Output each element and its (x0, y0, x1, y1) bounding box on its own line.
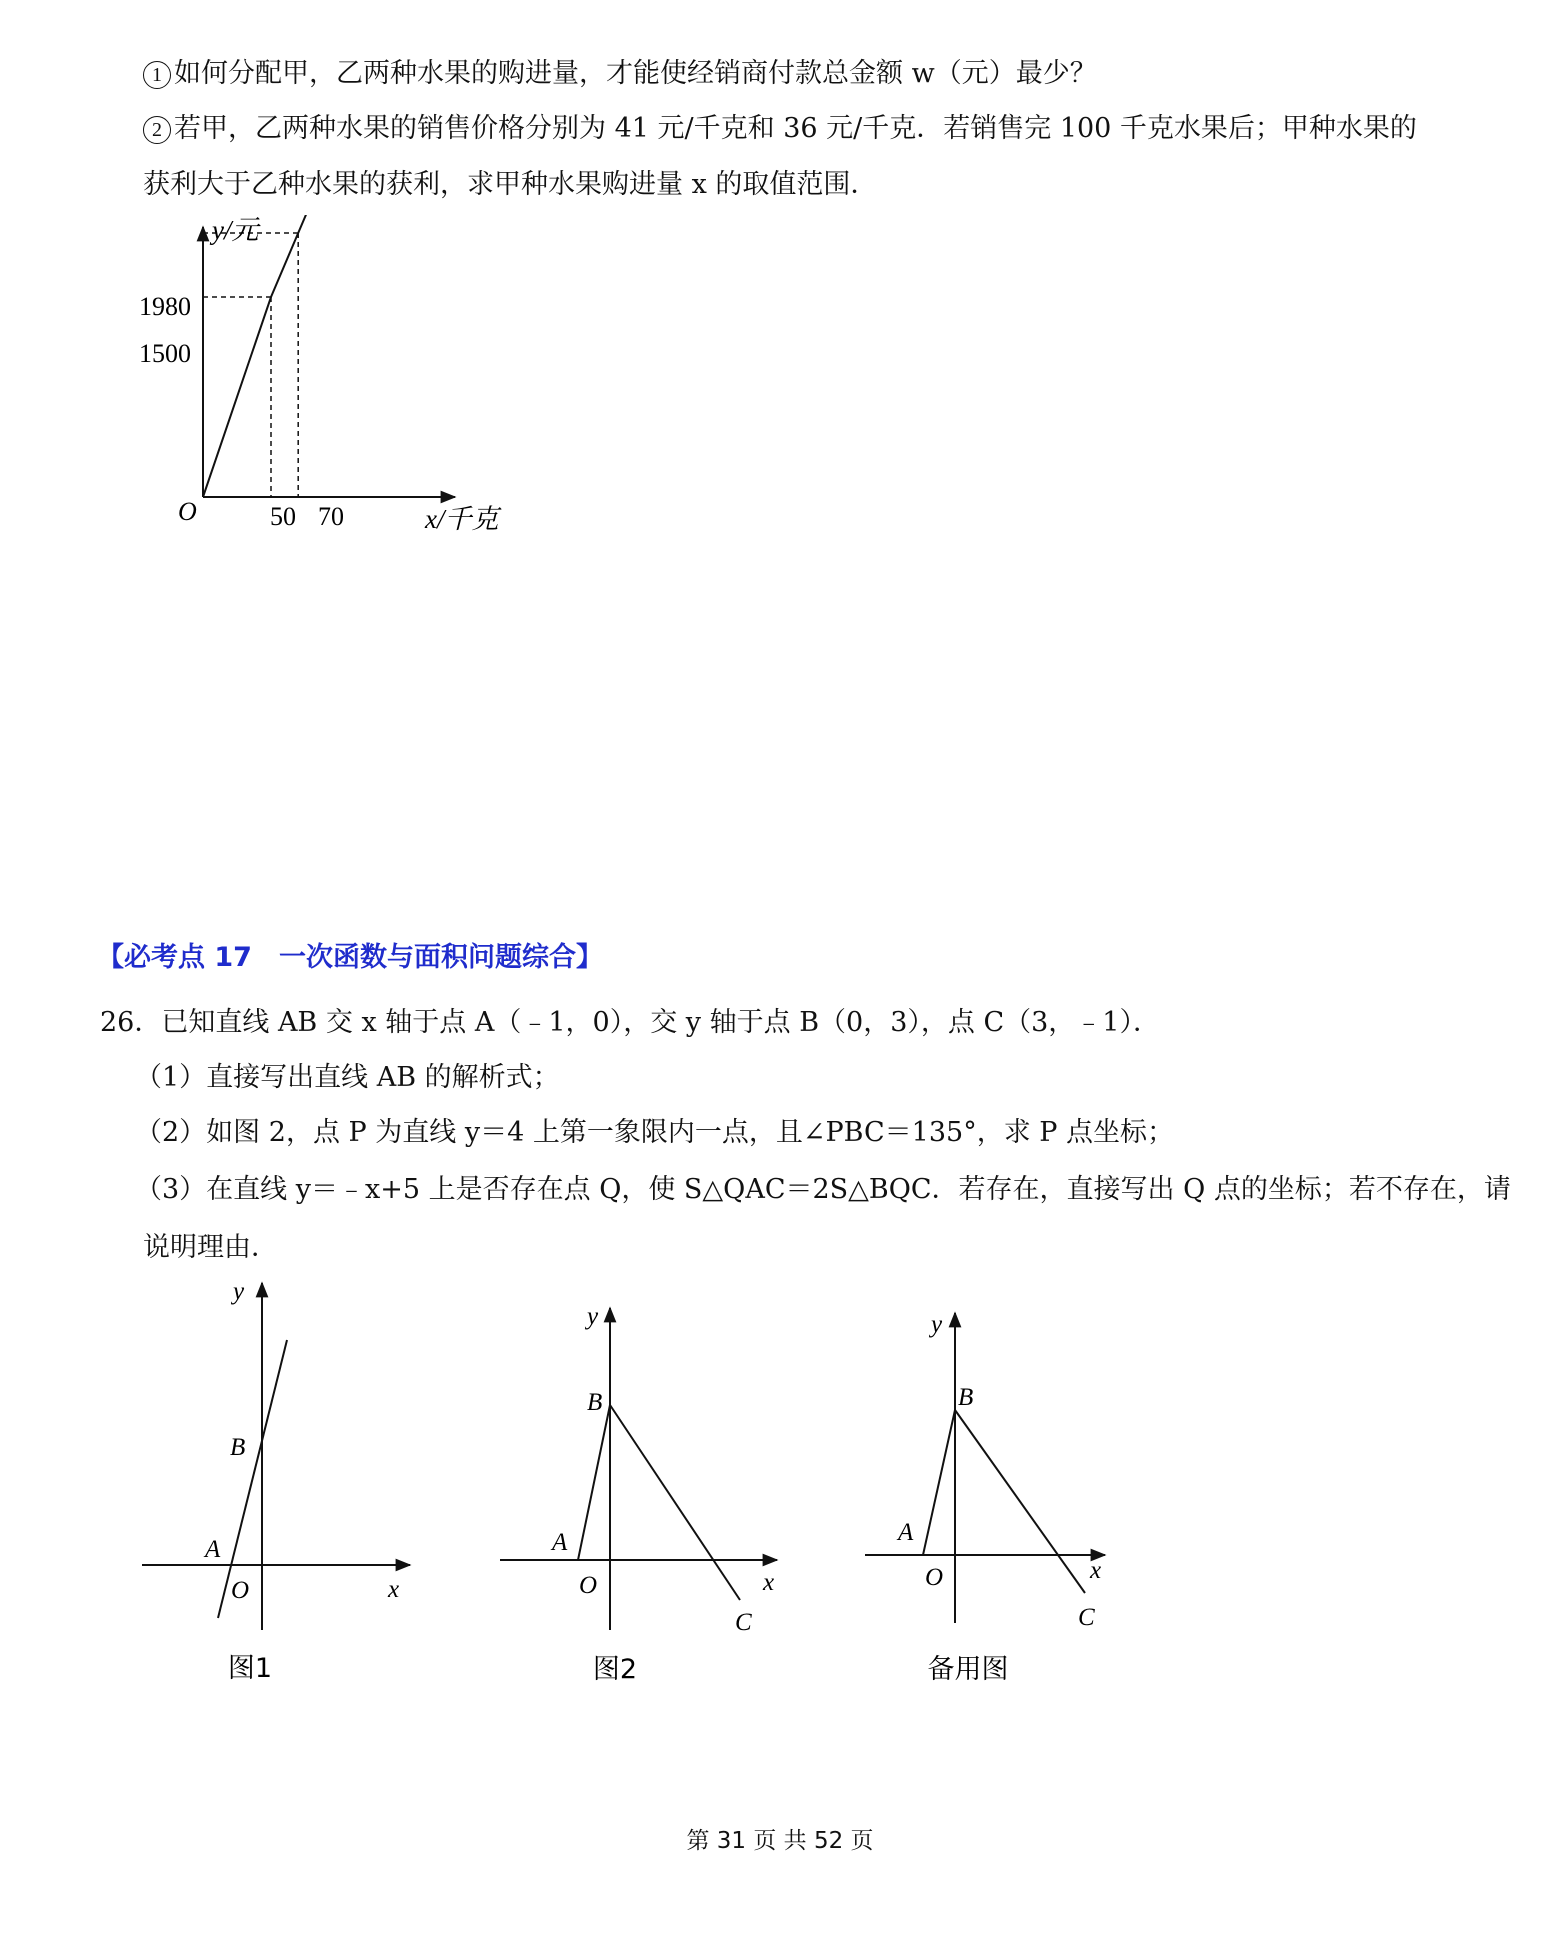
circled-number-1: 1 (143, 61, 171, 89)
x-tick-70: 70 (318, 502, 344, 531)
fig2-segment-ab (578, 1405, 610, 1560)
x-tick-50: 50 (270, 502, 296, 531)
section-heading: 【必考点 17 一次函数与面积问题综合】 (97, 942, 603, 973)
fig3-b-label: B (958, 1384, 974, 1411)
q25-sub2-text: 若甲，乙两种水果的销售价格分别为 41 元/千克和 36 元/千克．若销售完 100 千克水果后；甲种水果的 (174, 113, 1417, 144)
q26-part1: （1）直接写出直线 AB 的解析式； (135, 1062, 560, 1093)
fig1-y-label: y (233, 1278, 245, 1305)
q25-sub2-cont: 获利大于乙种水果的获利，求甲种水果购进量 x 的取值范围． (143, 169, 878, 200)
fig3-x-label: x (1090, 1557, 1102, 1584)
fig1-line-ab (218, 1340, 287, 1618)
fig1-a-label: A (205, 1536, 221, 1563)
fig2-caption: 图2 (592, 1654, 638, 1685)
q25-sub1 (143, 56, 1097, 92)
fig2-a-label: A (552, 1529, 568, 1556)
y-tick-1980: 1980 (139, 292, 191, 321)
fig3-caption: 备用图 (927, 1654, 1009, 1685)
price-graph (130, 215, 530, 535)
fig2-o-label: O (579, 1572, 598, 1599)
fig2-b-label: B (587, 1389, 603, 1416)
figure-1 (130, 1275, 450, 1695)
q25-sub2 (143, 111, 1417, 147)
price-function-line (203, 215, 312, 497)
q26-part2: （2）如图 2，点 P 为直线 y＝4 上第一象限内一点，且∠PBC＝135°，求 P 点坐标； (135, 1117, 1175, 1148)
figure-3 (860, 1305, 1160, 1700)
figure-2 (495, 1300, 795, 1700)
fig2-x-label: x (763, 1569, 775, 1596)
fig3-c-label: C (1078, 1604, 1095, 1631)
fig3-segment-bc (955, 1410, 1085, 1593)
q26-part3: （3）在直线 y＝﹣x+5 上是否存在点 Q，使 S△QAC＝2S△BQC．若存在，直接写出 Q 点的坐标；若不存在，请 (135, 1174, 1511, 1205)
fig3-o-label: O (925, 1564, 944, 1591)
fig1-b-label: B (230, 1434, 246, 1461)
y-tick-1500: 1500 (139, 339, 191, 368)
fig3-a-label: A (898, 1519, 914, 1546)
fig2-y-label: y (587, 1303, 599, 1330)
page-footer: 第 31 页 共 52 页 (686, 1828, 874, 1854)
fig3-segment-ab (923, 1410, 955, 1555)
fig3-y-label: y (931, 1311, 943, 1338)
fig1-caption: 图1 (227, 1653, 273, 1684)
fig1-o-label: O (231, 1577, 250, 1604)
graph-y-label: y/元 (212, 215, 259, 245)
graph-origin-label: O (178, 497, 197, 526)
fig1-x-label: x (388, 1576, 400, 1603)
fig2-c-label: C (735, 1609, 752, 1636)
graph-x-label: x/千克 (425, 504, 499, 534)
q26-part3-cont: 说明理由． (143, 1232, 278, 1263)
q26-stem: 26．已知直线 AB 交 x 轴于点 A（﹣1，0），交 y 轴于点 B（0，3），点 C（3，﹣1）． (100, 1007, 1160, 1038)
circled-number-2: 2 (143, 116, 171, 144)
q25-sub1-text: 如何分配甲，乙两种水果的购进量，才能使经销商付款总金额 w（元）最少？ (174, 58, 1097, 89)
fig2-segment-bc (610, 1405, 740, 1600)
